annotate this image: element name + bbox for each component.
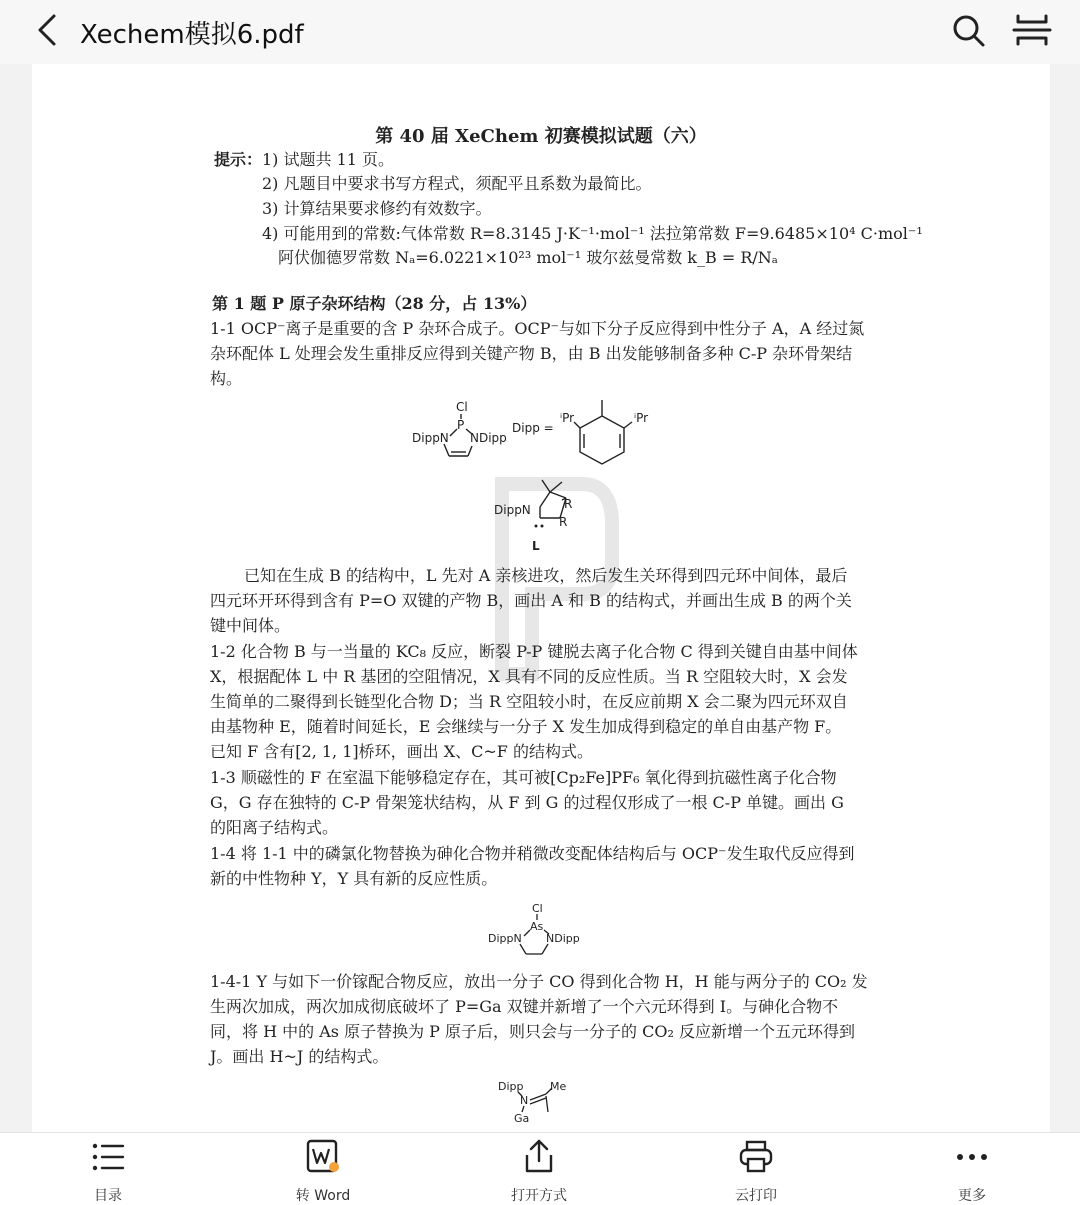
paragraph-line: 的阳离子结构式。	[210, 818, 339, 837]
open-with-button[interactable]	[479, 1139, 599, 1203]
exam-title: 第 40 届 XeChem 初赛模拟试题（六）	[375, 126, 707, 147]
atom-label: NDipp	[470, 431, 507, 445]
atom-label: P	[457, 418, 465, 432]
atom-label: Dipp =	[512, 421, 554, 435]
paragraph-line: 键中间体。	[210, 616, 291, 635]
bottom-toolbar	[0, 1132, 1080, 1205]
paragraph-line: 已知在生成 B 的结构中，L 先对 A 亲核进攻，然后发生关环得到四元环中间体，最后	[244, 566, 848, 585]
list-icon	[90, 1139, 126, 1175]
atom-label: Cl	[532, 902, 543, 915]
paragraph-line: X，根据配体 L 中 R 基团的空阻情况，X 具有不同的反应性质。当 R 空阻较大时，X 会发	[210, 667, 848, 686]
open-with-label: 打开方式	[511, 1188, 567, 1204]
atom-label: As	[530, 920, 544, 933]
paragraph-line: 1-4 将 1-1 中的磷氯化物替换为砷化合物并稍微改变配体结构后与 OCP⁻发生取代反应得到	[210, 844, 855, 863]
paragraph-line: 1-2 化合物 B 与一当量的 KC₈ 反应，断裂 P-P 键脱去离子化合物 C 得到关键自由基中间体	[210, 642, 858, 661]
pdf-page[interactable]	[32, 64, 1050, 1132]
atom-label: NDipp	[546, 932, 580, 945]
paragraph-line: 同，将 H 中的 As 原子替换为 P 原子后，则只会与一分子的 CO₂ 反应新增一个五元环得到	[210, 1022, 855, 1041]
structure-figure-1	[402, 394, 692, 564]
question-heading: 第 1 题 P 原子杂环结构（28 分，占 13%）	[212, 294, 537, 313]
paragraph-line: 1-1 OCP⁻离子是重要的含 P 杂环合成子。OCP⁻与如下分子反应得到中性分子 A，A 经过氮	[210, 319, 865, 338]
atom-label: ⁱPr	[560, 411, 575, 425]
more-label: 更多	[958, 1188, 986, 1204]
document-title: Xechem模拟6.pdf	[80, 20, 304, 50]
paragraph-line: 已知 F 含有[2, 1, 1]桥环，画出 X、C~F 的结构式。	[210, 742, 593, 761]
atom-label: Me	[550, 1080, 567, 1093]
atom-label: N	[520, 1094, 529, 1107]
tip-line: 阿伏伽德罗常数 Nₐ=6.0221×10²³ mol⁻¹ 玻尔兹曼常数 k_B = R/Nₐ	[278, 248, 778, 267]
convert-word-button[interactable]	[263, 1139, 383, 1203]
paragraph-line: 1-3 顺磁性的 F 在室温下能够稳定存在，其可被[Cp₂Fe]PF₆ 氧化得到抗磁性离子化合物	[210, 768, 837, 787]
back-arrow-icon[interactable]	[28, 10, 68, 50]
paragraph-line: 构。	[210, 369, 243, 388]
atom-label: Dipp	[498, 1080, 524, 1093]
word-convert-icon	[305, 1139, 341, 1175]
share-icon	[521, 1139, 557, 1175]
cloud-print-button[interactable]	[696, 1139, 816, 1203]
search-icon[interactable]	[950, 12, 986, 48]
atom-label: L	[532, 539, 540, 553]
toc-button[interactable]	[48, 1139, 168, 1203]
tip-line: 2) 凡题目中要求书写方程式，须配平且系数为最简比。	[262, 174, 652, 193]
atom-label: Ga	[514, 1112, 530, 1125]
atom-label: Cl	[456, 400, 468, 414]
cloud-print-label: 云打印	[735, 1188, 777, 1204]
paragraph-line: G，G 存在独特的 C-P 骨架笼状结构，从 F 到 G 的过程仅形成了一根 C-P 单键。画出 G	[210, 793, 844, 812]
paragraph-line: 生简单的二聚得到长链型化合物 D；当 R 空阻较小时，在反应前期 X 会二聚为四元环双自	[210, 692, 848, 711]
paragraph-line: 1-4-1 Y 与如下一价镓配合物反应，放出一分子 CO 得到化合物 H，H 能与两分子的 CO₂ 发	[210, 972, 868, 991]
structure-figure-2	[484, 900, 604, 960]
paragraph-line: 四元环开环得到含有 P=O 双键的产物 B，画出 A 和 B 的结构式，并画出生成 B 的两个关	[210, 591, 852, 610]
atom-label: R	[559, 515, 568, 529]
paragraph-line: 由基物种 E，随着时间延长，E 会继续与一分子 X 发生加成得到稳定的单自由基产物 F。	[210, 717, 842, 736]
paragraph-line: 新的中性物种 Y，Y 具有新的反应性质。	[210, 869, 498, 888]
tip-line: 4) 可能用到的常数:气体常数 R=8.3145 J·K⁻¹·mol⁻¹ 法拉第常数 F=9.6485×10⁴ C·mol⁻¹	[262, 224, 923, 243]
atom-label: R	[564, 497, 573, 511]
atom-label: DippN	[494, 503, 531, 517]
structure-figure-3	[494, 1078, 584, 1132]
atom-label: ⁱPr	[634, 411, 649, 425]
tip-line: 3) 计算结果要求修约有效数字。	[262, 199, 492, 218]
paragraph-line: J。画出 H~J 的结构式。	[210, 1047, 389, 1066]
atom-label: DippN	[488, 932, 522, 945]
printer-icon	[738, 1139, 774, 1175]
menu-icon[interactable]	[1012, 12, 1052, 48]
more-button[interactable]	[912, 1139, 1032, 1203]
paragraph-line: 生两次加成，两次加成彻底破坏了 P=Ga 双键并新增了一个六元环得到 I。与砷化合物不	[210, 997, 839, 1016]
tips-label: 提示：	[214, 150, 263, 169]
paragraph-line: 杂环配体 L 处理会发生重排反应得到关键产物 B，由 B 出发能够制备多种 C-P 杂环骨架结	[210, 344, 853, 363]
tip-line: 1) 试题共 11 页。	[262, 150, 395, 169]
toc-label: 目录	[94, 1188, 122, 1204]
convert-word-label: 转 Word	[295, 1188, 351, 1204]
atom-label: DippN	[412, 431, 449, 445]
more-icon	[954, 1139, 990, 1175]
top-bar	[0, 0, 1080, 64]
